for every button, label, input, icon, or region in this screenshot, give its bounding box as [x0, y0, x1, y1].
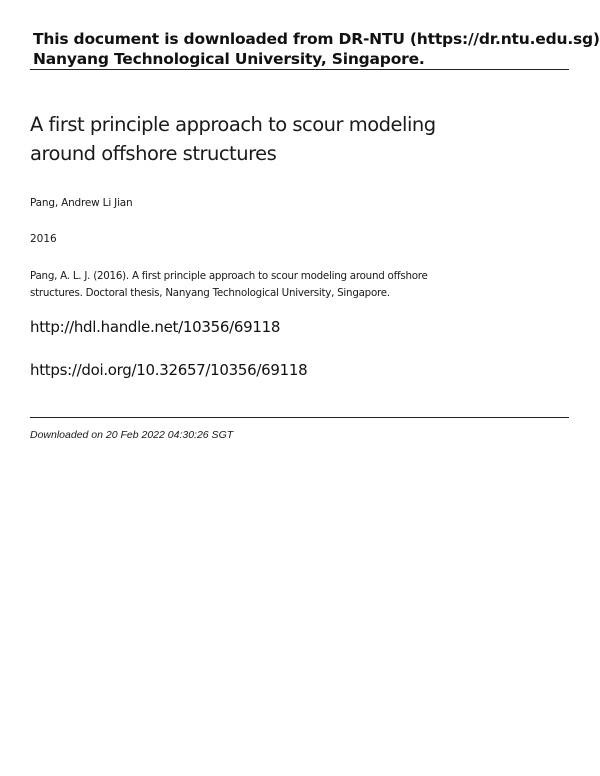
- document-title: [30, 110, 510, 168]
- footer-divider: [30, 417, 569, 418]
- repository-header: [33, 29, 600, 69]
- doi-link[interactable]: https://doi.org/10.32657/10356/69118: [30, 361, 308, 379]
- handle-link[interactable]: http://hdl.handle.net/10356/69118: [30, 318, 281, 336]
- header-institution-line: Nanyang Technological University, Singapore.: [33, 50, 425, 68]
- citation-line-1: Pang, A. L. J. (2016). A first principle approach to scour modeling around offshore: [30, 270, 428, 282]
- title-line-2: around offshore structures: [30, 142, 277, 165]
- header-source-line: This document is downloaded from DR‑NTU (https://dr.ntu.edu.sg): [33, 30, 600, 48]
- header-divider: [30, 69, 569, 70]
- citation-line-2: structures. Doctoral thesis, Nanyang Technological University, Singapore.: [30, 287, 390, 299]
- author-name: Pang, Andrew Li Jian: [30, 197, 133, 209]
- publication-year: 2016: [30, 233, 57, 245]
- download-timestamp: Downloaded on 20 Feb 2022 04:30:26 SGT: [30, 429, 234, 441]
- title-line-1: A first principle approach to scour modeling: [30, 113, 436, 136]
- citation-text: [30, 268, 470, 302]
